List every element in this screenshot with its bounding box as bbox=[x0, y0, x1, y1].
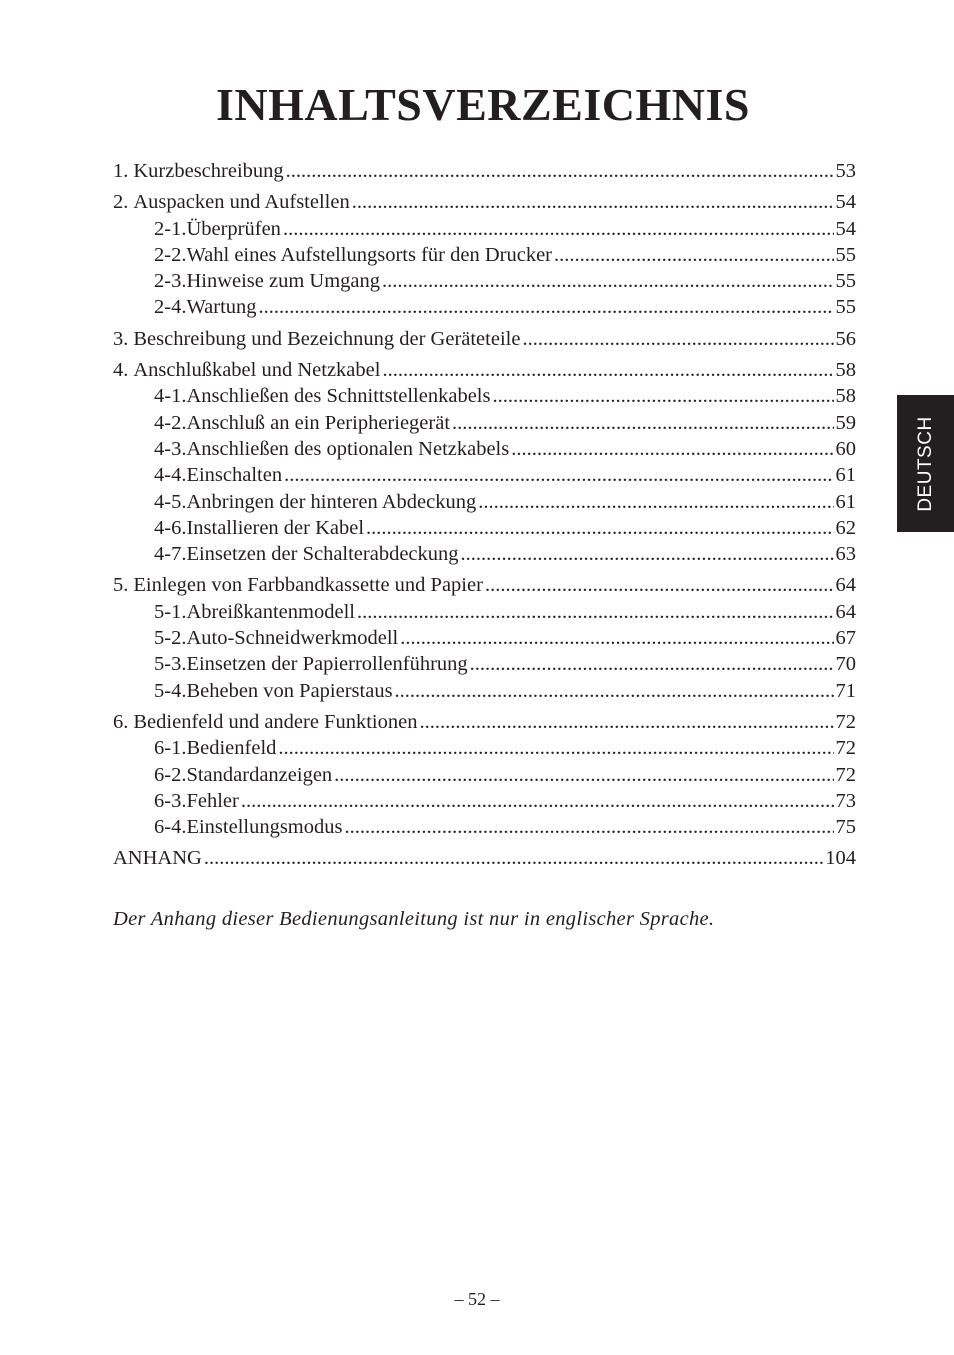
toc-entry-number: 4-3. bbox=[154, 437, 187, 460]
toc-entry-number: 2-3. bbox=[154, 270, 187, 293]
toc-entry bbox=[113, 489, 856, 515]
toc-dot-leader bbox=[554, 242, 834, 268]
toc-entry-label: Auto-Schneidwerkmodell bbox=[186, 627, 399, 650]
toc-dot-leader bbox=[478, 489, 833, 515]
toc-entry-number: 5. bbox=[113, 574, 129, 597]
toc-entry-page: 54 bbox=[835, 191, 856, 214]
toc-dot-leader bbox=[419, 709, 833, 735]
toc-entry bbox=[113, 599, 856, 625]
toc-entry-label: Anschlußkabel und Netzkabel bbox=[133, 359, 381, 382]
toc-entry-label: ANHANG bbox=[113, 847, 202, 870]
toc-dot-leader bbox=[204, 845, 823, 871]
table-of-contents bbox=[113, 158, 856, 872]
toc-entry bbox=[113, 357, 856, 383]
toc-entry-page: 61 bbox=[835, 464, 856, 487]
toc-entry-number: 2-4. bbox=[154, 296, 187, 319]
toc-entry bbox=[113, 268, 856, 294]
toc-dot-leader bbox=[511, 436, 833, 462]
toc-entry-page: 56 bbox=[835, 327, 856, 350]
toc-entry bbox=[113, 814, 856, 840]
toc-entry-label: Beheben von Papierstaus bbox=[186, 679, 393, 702]
toc-entry-page: 104 bbox=[825, 847, 856, 870]
toc-entry-label: Auspacken und Aufstellen bbox=[133, 191, 350, 214]
toc-entry-page: 64 bbox=[835, 574, 856, 597]
toc-entry-label: Abreißkantenmodell bbox=[186, 600, 355, 623]
toc-dot-leader bbox=[485, 572, 834, 598]
toc-entry bbox=[113, 410, 856, 436]
toc-entry-number: 5-3. bbox=[154, 653, 187, 676]
toc-entry-label: Anschluß an ein Peripheriegerät bbox=[186, 411, 451, 434]
toc-entry-page: 67 bbox=[835, 627, 856, 650]
page-number: – 52 – bbox=[454, 1289, 500, 1309]
toc-entry bbox=[113, 462, 856, 488]
toc-dot-leader bbox=[284, 462, 833, 488]
toc-entry-label: Hinweise zum Umgang bbox=[186, 270, 381, 293]
toc-dot-leader bbox=[366, 515, 833, 541]
toc-entry-number: 6-2. bbox=[154, 763, 187, 786]
toc-entry-label: Kurzbeschreibung bbox=[133, 160, 284, 182]
toc-entry-label: Anschließen des optionalen Netzkabels bbox=[186, 437, 510, 460]
toc-entry-number: 4-2. bbox=[154, 411, 187, 434]
toc-entry-number: 6-1. bbox=[154, 737, 187, 760]
toc-entry-number: 6-3. bbox=[154, 789, 187, 812]
toc-dot-leader bbox=[283, 216, 834, 242]
toc-entry bbox=[113, 541, 856, 567]
toc-dot-leader bbox=[352, 189, 834, 215]
toc-entry-page: 71 bbox=[835, 679, 856, 702]
toc-entry-number: 4-1. bbox=[154, 385, 187, 408]
toc-entry bbox=[113, 158, 856, 184]
toc-entry-page: 73 bbox=[835, 789, 856, 812]
toc-entry-page: 72 bbox=[835, 763, 856, 786]
toc-entry-page: 62 bbox=[835, 516, 856, 539]
toc-entry bbox=[113, 242, 856, 268]
toc-entry bbox=[113, 572, 856, 598]
toc-dot-leader bbox=[334, 762, 833, 788]
toc-entry-number: 5-4. bbox=[154, 679, 187, 702]
toc-entry-number: 4-7. bbox=[154, 543, 187, 566]
toc-entry bbox=[113, 326, 856, 352]
toc-entry-label: Wahl eines Aufstellungsorts für den Drucker bbox=[186, 243, 552, 266]
toc-entry-number: 3. bbox=[113, 327, 129, 350]
toc-dot-leader bbox=[241, 788, 834, 814]
toc-entry-page: 75 bbox=[835, 816, 856, 839]
toc-dot-leader bbox=[382, 268, 833, 294]
toc-entry bbox=[113, 294, 856, 320]
toc-entry-page: 72 bbox=[835, 710, 856, 733]
toc-entry-label: Überprüfen bbox=[186, 217, 281, 240]
toc-entry-label: Anschließen des Schnittstellenkabels bbox=[186, 385, 491, 408]
toc-entry-number: 1. bbox=[113, 160, 129, 182]
toc-entry-page: 72 bbox=[835, 737, 856, 760]
toc-entry bbox=[113, 845, 856, 871]
toc-entry-page: 55 bbox=[835, 243, 856, 266]
toc-entry-number: 5-1. bbox=[154, 600, 187, 623]
toc-entry-number: 6-4. bbox=[154, 816, 187, 839]
toc-entry-label: Bedienfeld und andere Funktionen bbox=[133, 710, 418, 733]
toc-entry-label: Einsetzen der Schalterabdeckung bbox=[186, 543, 459, 566]
toc-entry-number: 6. bbox=[113, 710, 129, 733]
toc-entry bbox=[113, 651, 856, 677]
toc-entry bbox=[113, 678, 856, 704]
toc-entry-label: Einschalten bbox=[186, 464, 283, 487]
toc-entry-label: Beschreibung und Bezeichnung der Geräteteile bbox=[133, 327, 521, 350]
toc-entry-page: 70 bbox=[835, 653, 856, 676]
toc-entry-number: 2-2. bbox=[154, 243, 187, 266]
toc-entry-number: 4-4. bbox=[154, 464, 187, 487]
toc-dot-leader bbox=[492, 383, 833, 409]
toc-entry bbox=[113, 515, 856, 541]
toc-dot-leader bbox=[452, 410, 833, 436]
toc-entry-label: Bedienfeld bbox=[186, 737, 277, 760]
toc-dot-leader bbox=[286, 158, 834, 184]
language-side-tab bbox=[897, 395, 954, 532]
toc-entry-page: 55 bbox=[835, 270, 856, 293]
toc-entry-page: 58 bbox=[835, 385, 856, 408]
toc-dot-leader bbox=[461, 541, 834, 567]
toc-entry-page: 64 bbox=[835, 600, 856, 623]
toc-dot-leader bbox=[345, 814, 834, 840]
toc-entry-page: 58 bbox=[835, 359, 856, 382]
language-side-tab-label: DEUTSCH bbox=[914, 415, 936, 512]
toc-dot-leader bbox=[395, 678, 834, 704]
toc-entry bbox=[113, 436, 856, 462]
toc-dot-leader bbox=[259, 294, 834, 320]
toc-dot-leader bbox=[382, 357, 833, 383]
toc-entry bbox=[113, 383, 856, 409]
toc-entry-label: Einlegen von Farbbandkassette und Papier bbox=[133, 574, 483, 597]
toc-entry bbox=[113, 189, 856, 215]
toc-entry-label: Einstellungsmodus bbox=[186, 816, 343, 839]
toc-entry bbox=[113, 625, 856, 651]
toc-entry-label: Einsetzen der Papierrollenführung bbox=[186, 653, 468, 676]
toc-dot-leader bbox=[400, 625, 833, 651]
toc-dot-leader bbox=[522, 326, 833, 352]
toc-entry-number: 4. bbox=[113, 359, 129, 382]
toc-dot-leader bbox=[470, 651, 834, 677]
toc-entry bbox=[113, 788, 856, 814]
toc-entry-label: Fehler bbox=[186, 789, 239, 812]
toc-entry-page: 61 bbox=[835, 490, 856, 513]
toc-entry bbox=[113, 762, 856, 788]
toc-entry-label: Installieren der Kabel bbox=[186, 516, 365, 539]
toc-entry bbox=[113, 216, 856, 242]
toc-dot-leader bbox=[278, 735, 833, 761]
toc-entry-page: 55 bbox=[835, 296, 856, 319]
toc-entry-number: 4-6. bbox=[154, 516, 187, 539]
toc-entry-page: 53 bbox=[835, 160, 856, 182]
toc-entry-number: 2-1. bbox=[154, 217, 187, 240]
toc-entry-page: 54 bbox=[835, 217, 856, 240]
toc-entry-page: 60 bbox=[835, 437, 856, 460]
toc-entry-page: 59 bbox=[835, 411, 856, 434]
toc-entry-number: 4-5. bbox=[154, 490, 187, 513]
toc-entry bbox=[113, 709, 856, 735]
toc-dot-leader bbox=[357, 599, 834, 625]
toc-entry-number: 2. bbox=[113, 191, 129, 214]
toc-entry-label: Wartung bbox=[186, 296, 257, 319]
appendix-note: Der Anhang dieser Bedienungsanleitung ist nur in englischer Sprache. bbox=[113, 908, 715, 930]
toc-entry bbox=[113, 735, 856, 761]
toc-entry-number: 5-2. bbox=[154, 627, 187, 650]
toc-entry-label: Standardanzeigen bbox=[186, 763, 333, 786]
toc-entry-label: Anbringen der hinteren Abdeckung bbox=[186, 490, 477, 513]
toc-entry-page: 63 bbox=[835, 543, 856, 566]
page-title: INHALTSVERZEICHNIS bbox=[216, 79, 750, 130]
